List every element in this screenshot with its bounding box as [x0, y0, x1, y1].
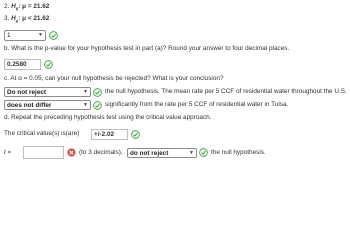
critical-reject-select[interactable]	[127, 148, 197, 158]
chevron-down-icon: ▼	[38, 32, 43, 38]
incorrect-x-icon	[67, 148, 76, 157]
h0-number: 2.	[4, 3, 10, 10]
chevron-down-icon: ▼	[83, 89, 88, 95]
correct-check-icon	[44, 60, 53, 69]
h0-statement: : μ = 21.62	[18, 3, 50, 10]
correct-check-icon	[131, 130, 140, 139]
critical-conclusion-text: the null hypothesis.	[211, 149, 266, 156]
h0-subscript: 0	[15, 6, 19, 12]
hypothesis-ha	[4, 15, 49, 25]
conclusion-text-2: significantly from the rate per 5 CCF of residential water in Tulsa.	[105, 101, 289, 108]
part-b-question: b. What is the p-value for your hypothesis test in part (a)? Round your answer to four decimal places.	[4, 45, 290, 52]
t-stat-label	[4, 149, 11, 157]
differ-select[interactable]	[4, 100, 91, 110]
t-stat-field[interactable]	[23, 146, 64, 159]
part-c-question: c. At α = 0.05, can your null hypothesis be rejected? What is your conclusion?	[4, 75, 224, 82]
chevron-down-icon: ▼	[189, 149, 194, 156]
part-d-question: d. Repeat the preceding hypothesis test using the critical value approach.	[4, 114, 212, 121]
correct-check-icon	[93, 101, 102, 110]
ha-symbol: H	[11, 15, 16, 22]
h0-symbol: H	[11, 3, 16, 10]
chevron-down-icon: ▼	[83, 102, 88, 108]
ha-number: 3.	[4, 15, 10, 22]
p-value-field[interactable]: 0.2580	[4, 59, 41, 70]
t-stat-note: (to 3 decimals),	[79, 149, 123, 156]
ha-statement: : μ < 21.62	[18, 15, 50, 22]
differ-select-value: does not differ	[7, 102, 52, 109]
t-stat-label-text: t =	[4, 149, 12, 156]
critical-value-field[interactable]: +/-2.02	[91, 129, 128, 140]
correct-check-icon	[93, 88, 102, 97]
critical-value-label: The critical value(s) is(are)	[4, 130, 80, 137]
correct-check-icon	[49, 31, 58, 40]
reject-decision-select[interactable]	[4, 87, 91, 97]
conclusion-text-1: the null hypothesis. The mean rate per 5 CCF of residential water throughout the U.S.	[105, 88, 347, 95]
correct-check-icon	[199, 148, 208, 157]
hypothesis-select[interactable]	[4, 30, 46, 41]
hypothesis-h0	[4, 3, 49, 13]
reject-decision-value: Do not reject	[7, 89, 47, 96]
ha-subscript: a	[15, 18, 19, 24]
hypothesis-select-value: 1	[7, 32, 11, 39]
critical-reject-value: do not reject	[130, 149, 169, 157]
